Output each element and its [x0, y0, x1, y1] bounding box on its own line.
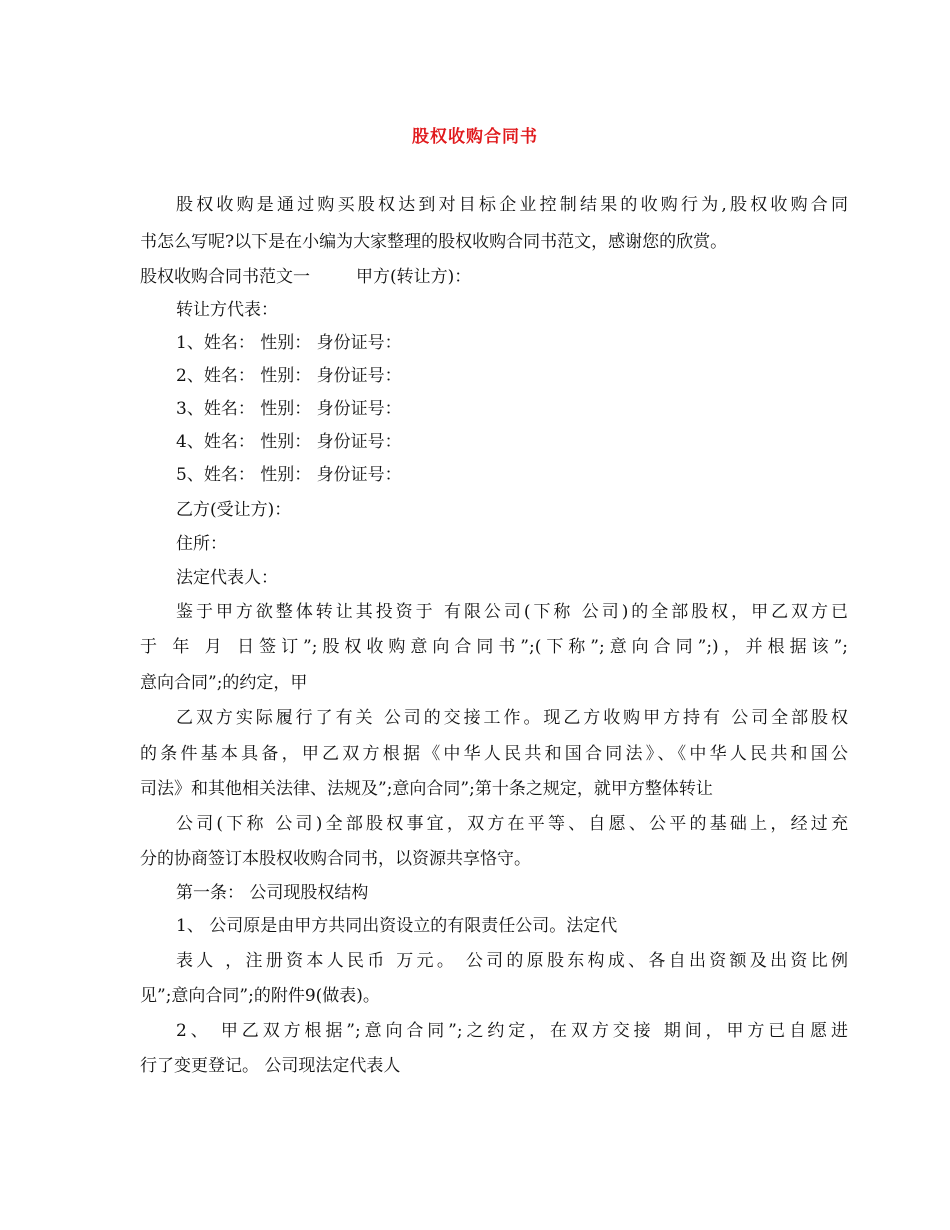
paragraph-line: 见”;意向合同”;的附件9(做表)。	[140, 986, 380, 1006]
paragraph-line: 法定代表人：	[176, 568, 278, 588]
paragraph-line: 公司(下称 公司)全部股权事宜，双方在平等、自愿、公平的基础上，经过充	[176, 814, 848, 834]
paragraph-line: 住所：	[176, 534, 227, 554]
paragraph-line: 1、 公司原是由甲方共同出资设立的有限责任公司。法定代	[176, 916, 618, 936]
paragraph-line: 书怎么写呢?以下是在小编为大家整理的股权收购合同书范文，感谢您的欣赏。	[140, 232, 728, 252]
paragraph-line: 鉴于甲方欲整体转让其投资于 有限公司(下称 公司)的全部股权，甲乙双方已	[176, 602, 848, 622]
paragraph-line: 司法》和其他相关法律、法规及”;意向合同”;第十条之规定，就甲方整体转让	[140, 779, 713, 799]
paragraph-line: 股权收购是通过购买股权达到对目标企业控制结果的收购行为,股权收购合同	[176, 195, 848, 215]
form-line: 5、姓名： 性别： 身份证号：	[176, 465, 402, 485]
paragraph-line: 意向合同”;的约定，甲	[140, 673, 308, 693]
paragraph-line: 于 年 月 日签订”;股权收购意向合同书”;(下称”;意向合同”;)，并根据该”;	[140, 637, 848, 657]
paragraph-line: 2、 甲乙双方根据”;意向合同”;之约定，在双方交接 期间，甲方已自愿进	[176, 1021, 848, 1041]
paragraph-line: 乙双方实际履行了有关 公司的交接工作。现乙方收购甲方持有 公司全部股权	[176, 708, 848, 728]
form-line: 1、姓名： 性别： 身份证号：	[176, 333, 402, 353]
section-heading-row	[140, 266, 471, 288]
paragraph-line: 分的协商签订本股权收购合同书，以资源共享恪守。	[140, 849, 531, 869]
paragraph-line: 乙方(受让方)：	[176, 500, 292, 520]
form-line: 2、姓名： 性别： 身份证号：	[176, 366, 402, 386]
paragraph-line: 转让方代表：	[176, 300, 278, 320]
paragraph-line: 行了变更登记。 公司现法定代表人	[140, 1056, 401, 1076]
article-heading: 第一条： 公司现股权结构	[176, 883, 369, 903]
form-line: 4、姓名： 性别： 身份证号：	[176, 432, 402, 452]
document-title: 股权收购合同书	[412, 127, 538, 147]
party-a-label: 甲方(转让方)：	[356, 267, 472, 287]
section-heading: 股权收购合同书范文一	[140, 267, 310, 287]
paragraph-line: 的条件基本具备，甲乙双方根据《中华人民共和国合同法》、《中华人民共和国公	[140, 744, 848, 764]
form-line: 3、姓名： 性别： 身份证号：	[176, 399, 402, 419]
paragraph-line: 表人 ，注册资本人民币 万元。 公司的原股东构成、各自出资额及出资比例	[176, 951, 848, 971]
